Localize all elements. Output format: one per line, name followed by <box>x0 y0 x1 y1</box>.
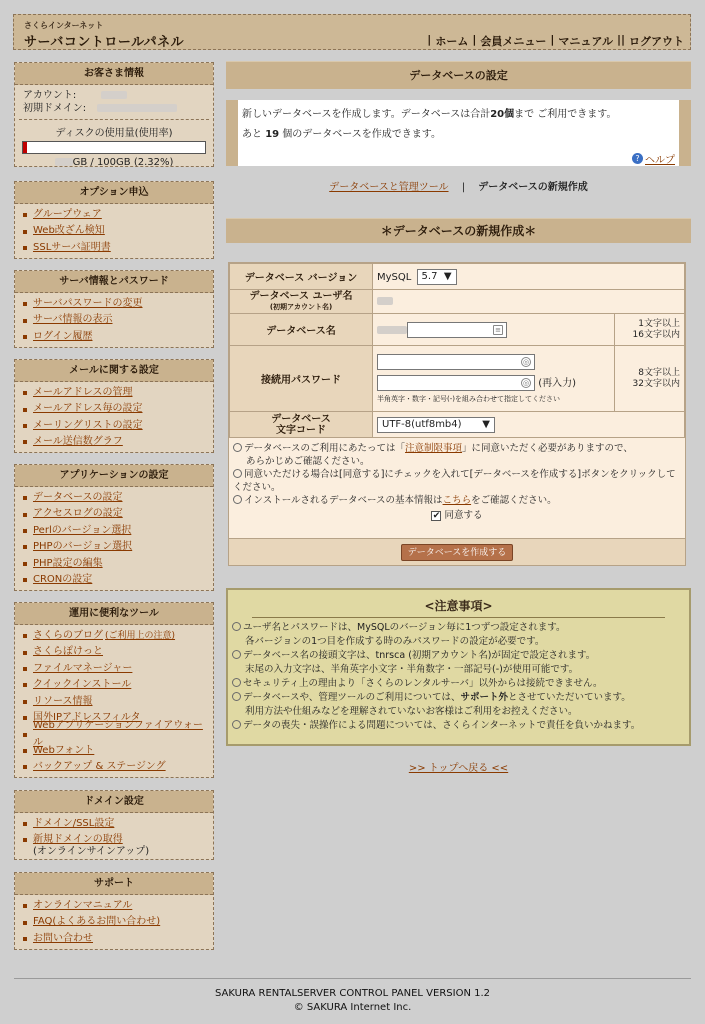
sidebar-item-ip-filter[interactable]: 国外IPアドレスフィルタ <box>23 710 207 726</box>
db-remaining-text: あと 19 個のデータベースを作成できます。 <box>242 129 441 140</box>
domain-box <box>14 790 214 860</box>
support-title: サポート <box>15 873 213 895</box>
section-title: ＊データベースの新規作成＊ <box>226 218 691 243</box>
customer-info-box <box>14 62 214 167</box>
notice-icon <box>233 495 242 504</box>
agree-row[interactable] <box>233 509 681 522</box>
header-bar <box>13 14 691 50</box>
options-title: オプション申込 <box>15 182 213 204</box>
dbname-note2: 16文字以内 <box>632 329 680 340</box>
password-label: 接続用パスワード <box>230 346 373 412</box>
sidebar-item-change-password[interactable]: サーバパスワードの変更 <box>23 296 207 312</box>
sidebar-item-perl-version[interactable]: Perlのバージョン選択 <box>23 523 207 539</box>
caution-icon <box>232 692 241 701</box>
help-link[interactable]: ? ヘルプ <box>632 151 675 166</box>
version-label: データベース バージョン <box>230 264 373 290</box>
caution-icon <box>232 720 241 729</box>
caution-line5: データの喪失・誤操作による問題については、さくらインターネットで責任を負いかねます。 <box>243 720 641 731</box>
user-sublabel: (初期アカウント名) <box>269 302 333 311</box>
password-note1: 8文字以上 <box>638 367 680 378</box>
nav-home[interactable]: ホーム <box>435 35 469 48</box>
nav-manual[interactable]: マニュアル <box>558 35 613 48</box>
notice-area: データベースのご利用にあたっては「注意制限事項」に同意いただく必要がありますので、 あらかじめご確認ください。 同意いただける場合は[同意する]にチェックを入れて[データベースを作成する]ボタンをクリックしてください。 インストールされるデータベースの基本情報はこちらをご確認ください。 ✔ 同意する <box>229 438 685 522</box>
disk-usage-label: ディスクの使用量(使用率) <box>55 128 173 139</box>
password-confirm-toggle-icon[interactable]: ◎ <box>522 379 530 387</box>
sidebar-item-ssl-cert[interactable]: SSLサーバ証明書 <box>23 240 207 256</box>
caution-title: <注意事項> <box>424 599 493 613</box>
caution-line2: データベース名の接頭文字は、tnrsca (初期アカウント名)が固定で設定されます。 <box>243 650 596 661</box>
sidebar-item-web-tamper-detect[interactable]: Web改ざん検知 <box>23 223 207 239</box>
sidebar-item-faq[interactable]: FAQ(よくあるお問い合わせ) <box>23 914 207 930</box>
footer <box>0 987 705 1015</box>
logo-title[interactable]: サーバコントロールパネル <box>24 35 185 50</box>
charset-select[interactable]: UTF-8(utf8mb4) ▼ <box>377 417 495 433</box>
password-hint: 半角英字・数字・記号(-)を組み合わせて指定してください <box>377 395 560 403</box>
password-toggle-icon[interactable]: ◎ <box>522 358 530 366</box>
caution-line1: ユーザ名とパスワードは、MySQLのバージョン毎に1つずつ設定されます。 <box>243 622 566 633</box>
top-nav: | ホーム | 会員メニュー | マニュアル || ログアウト <box>427 33 684 48</box>
sidebar-item-php-version[interactable]: PHPのバージョン選択 <box>23 539 207 555</box>
disk-usage-fill <box>23 142 27 153</box>
caution-box: <注意事項> ユーザ名とパスワードは、MySQLのバージョン毎に1つずつ設定されます。 各バージョンの1つ目を作成する時のみパスワードの設定が必要です。 データベース名の接頭文字は、tnrsca (初期アカウント名)が固定で設定されます。 末尾の入力文字は、半角英字小文字・半角数字・一部記号(-)が使用可能です。 セキュリティ上の理由より「さくらのレンタルサーバ」以外からは接続できません。 データベースや、管理ツールのご利用については、サポート外とさせていただいています。 利用方法や仕組みなどを理解されていないお客様はご利用をお控えください。 データの喪失・誤操作による問題については、さくらインターネットで責任を負いかねます。 <box>226 588 691 746</box>
db-info-link[interactable]: こちら <box>442 495 472 506</box>
footer-version: SAKURA RENTALSERVER CONTROL PANEL VERSION 1.2 <box>214 988 491 999</box>
page-title: データベースの設定 <box>226 61 691 89</box>
tools-box <box>14 602 214 778</box>
sidebar-item-new-domain[interactable]: 新規ドメインの取得 (オンラインサインアップ) <box>23 834 207 858</box>
username-blurred <box>377 297 393 305</box>
user-label: データベース ユーザ名 <box>249 290 353 302</box>
mail-title: メールに関する設定 <box>15 360 213 382</box>
tools-title: 運用に便利なツール <box>15 603 213 625</box>
input-assist-icon: ≡ <box>493 325 503 335</box>
mail-box <box>14 359 214 453</box>
restrictions-link[interactable]: 注意制限事項 <box>405 443 463 454</box>
db-tabs: データベースと管理ツール | データベースの新規作成 <box>329 182 588 193</box>
nav-logout[interactable]: ログアウト <box>629 35 684 48</box>
sidebar-item-online-manual[interactable]: オンラインマニュアル <box>23 898 207 914</box>
db-limit-text: 新しいデータベースを作成します。データベースは合計20個まで ご利用できます。 <box>242 109 617 120</box>
footer-copyright: © SAKURA Internet Inc. <box>293 1002 412 1013</box>
apps-box <box>14 464 214 591</box>
sidebar-item-blog[interactable]: さくらのブログ (ご利用上の注意) <box>23 628 207 644</box>
caution-icon <box>232 650 241 659</box>
caution-icon <box>232 622 241 631</box>
notice-icon <box>233 443 242 452</box>
account-value-blurred <box>101 91 127 99</box>
sidebar-item-backup[interactable]: バックアップ & ステージング <box>23 759 207 775</box>
agree-label: 同意する <box>444 510 483 521</box>
disk-usage-bar <box>22 141 206 154</box>
password-note2: 32文字以内 <box>632 378 680 389</box>
caution-line3: セキュリティ上の理由より「さくらのレンタルサーバ」以外からは接続できません。 <box>243 678 603 689</box>
sidebar-item-quick-install[interactable]: クイックインストール <box>23 677 207 693</box>
domain-label: 初期ドメイン: <box>23 103 87 114</box>
tab-db-new: データベースの新規作成 <box>478 182 588 193</box>
sidebar-item-groupware[interactable]: グループウェア <box>23 207 207 223</box>
blog-notice-link[interactable]: (ご利用上の注意) <box>105 631 176 641</box>
sidebar-item-database[interactable]: データベースの設定 <box>23 490 207 506</box>
sidebar-item-login-history[interactable]: ログイン履歴 <box>23 329 207 345</box>
help-icon: ? <box>632 153 643 164</box>
nav-member-menu[interactable]: 会員メニュー <box>480 35 547 48</box>
options-box <box>14 181 214 259</box>
sidebar-item-waf[interactable]: Webアプリケーションファイアウォール <box>23 726 207 742</box>
charset-label2: 文字コード <box>276 424 326 436</box>
domain-value-blurred <box>97 104 177 112</box>
password-reenter-label: (再入力) <box>538 378 576 389</box>
sidebar-item-server-info[interactable]: サーバ情報の表示 <box>23 312 207 328</box>
sidebar-item-contact[interactable]: お問い合わせ <box>23 931 207 947</box>
domain-title: ドメイン設定 <box>15 791 213 813</box>
server-info-title: サーバ情報とパスワード <box>15 271 213 293</box>
sidebar-item-mail-settings[interactable]: メールアドレス毎の設定 <box>23 401 207 417</box>
sidebar-item-resource-info[interactable]: リソース情報 <box>23 694 207 710</box>
account-label: アカウント: <box>23 90 77 101</box>
charset-label1: データベース <box>271 413 331 425</box>
sidebar-item-php-settings[interactable]: PHP設定の編集 <box>23 556 207 572</box>
support-box <box>14 872 214 950</box>
notice-icon <box>233 469 242 478</box>
disk-usage-value: GB / 100GB (2.32%) <box>72 157 174 168</box>
dbname-prefix-blurred <box>377 326 407 334</box>
sidebar-item-mailing-list[interactable]: メーリングリストの設定 <box>23 418 207 434</box>
dbname-note1: 1文字以上 <box>638 318 680 329</box>
tab-db-manage[interactable]: データベースと管理ツール <box>329 182 449 193</box>
version-prefix: MySQL <box>377 271 412 283</box>
chevron-down-icon: ▼ <box>482 419 490 430</box>
back-to-top-link[interactable]: >> トップへ戻る << <box>408 763 509 774</box>
sidebar-item-mail-graph[interactable]: メール送信数グラフ <box>23 434 207 450</box>
apps-title: アプリケーションの設定 <box>15 465 213 487</box>
password-input[interactable] <box>377 354 535 370</box>
sidebar-item-domain-ssl[interactable]: ドメイン/SSL設定 <box>23 816 207 832</box>
db-create-form <box>228 262 686 566</box>
agree-checkbox[interactable]: ✔ <box>432 510 441 521</box>
sidebar-item-sakura-pocket[interactable]: さくらぽけっと <box>23 644 207 660</box>
sidebar-item-file-manager[interactable]: ファイルマネージャー <box>23 661 207 677</box>
sidebar-item-access-log[interactable]: アクセスログの設定 <box>23 506 207 522</box>
version-select[interactable]: 5.7 ▼ <box>417 269 457 285</box>
sidebar-item-cron[interactable]: CRONの設定 <box>23 572 207 588</box>
dbname-label: データベース名 <box>230 314 373 346</box>
dbname-input[interactable] <box>407 322 507 338</box>
logo-company: さくらインターネット <box>24 21 104 30</box>
sidebar-item-mail-address[interactable]: メールアドレスの管理 <box>23 385 207 401</box>
create-database-button[interactable]: データベースを作成する <box>401 544 514 561</box>
customer-info-title: お客さま情報 <box>15 63 213 85</box>
password-confirm-input[interactable] <box>377 375 535 391</box>
info-box <box>226 100 691 166</box>
chevron-down-icon: ▼ <box>443 271 452 282</box>
caution-icon <box>232 678 241 687</box>
server-info-box <box>14 270 214 348</box>
sidebar-item-web-font[interactable]: Webフォント <box>23 743 207 759</box>
